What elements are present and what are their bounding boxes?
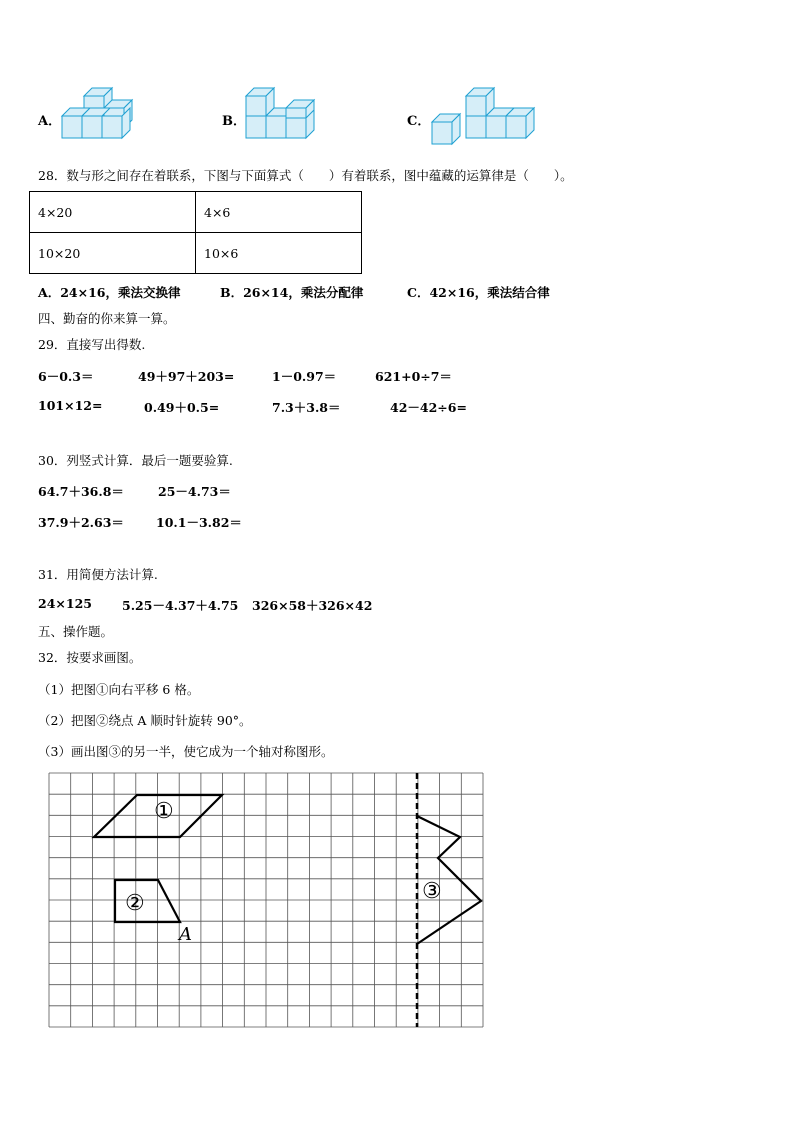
choice-b: B．26×14，乘法分配律 <box>220 285 364 300</box>
option-a-letter: A． <box>38 114 62 129</box>
option-c-cubes <box>430 84 552 148</box>
expr: 49＋97＋203= <box>138 369 235 384</box>
section4-heading: 四、勤奋的你来算一算。 <box>38 311 176 326</box>
table-cell: 4×6 <box>196 192 362 233</box>
q32-text: 32．按要求画图。 <box>38 650 142 665</box>
expr: 0.49＋0.5= <box>144 400 220 415</box>
expr: 37.9＋2.63＝ <box>38 515 124 530</box>
figure-3-label: ③ <box>422 879 442 904</box>
point-a-label: A <box>179 924 192 945</box>
expr: 64.7＋36.8＝ <box>38 484 124 499</box>
q28-text: 28．数与形之间存在着联系，下图与下面算式（ ）有着联系，图中蕴藏的运算律是（ ）。 <box>38 168 573 183</box>
expr: 25－4.73＝ <box>158 484 231 499</box>
expr: 1－0.97＝ <box>272 369 337 384</box>
q28-table <box>29 191 362 274</box>
table-cell: 10×6 <box>196 233 362 274</box>
expr: 5.25－4.37＋4.75 <box>122 598 239 613</box>
expr: 101×12= <box>38 398 103 413</box>
option-b-cubes <box>244 84 334 144</box>
table-cell: 10×20 <box>30 233 196 274</box>
q29-text: 29．直接写出得数. <box>38 337 146 352</box>
figure-2-label: ② <box>125 891 145 916</box>
figure-1-label: ① <box>154 799 174 824</box>
expr: 7.3＋3.8＝ <box>272 400 341 415</box>
expr: 42－42÷6= <box>390 400 467 415</box>
q32-sub3: （3）画出图③的另一半，使它成为一个轴对称图形。 <box>38 744 334 759</box>
option-b-letter: B． <box>222 114 246 129</box>
q32-sub2: （2）把图②绕点 A 顺时针旋转 90°。 <box>38 713 252 728</box>
choice-c: C．42×16，乘法结合律 <box>407 285 550 300</box>
section5-heading: 五、操作题。 <box>38 624 114 639</box>
drawing-grid <box>48 772 484 1028</box>
choice-a: A．24×16，乘法交换律 <box>38 285 181 300</box>
option-c-letter: C． <box>407 114 431 129</box>
q32-sub1: （1）把图①向右平移 6 格。 <box>38 682 200 697</box>
expr: 24×125 <box>38 596 92 611</box>
expr: 6－0.3＝ <box>38 369 94 384</box>
option-a-cubes <box>60 84 150 144</box>
q30-text: 30．列竖式计算．最后一题要验算. <box>38 453 233 468</box>
table-cell: 4×20 <box>30 192 196 233</box>
expr: 621+0÷7＝ <box>375 369 452 384</box>
expr: 10.1－3.82＝ <box>156 515 242 530</box>
expr: 326×58＋326×42 <box>252 598 373 613</box>
q31-text: 31．用简便方法计算. <box>38 567 158 582</box>
